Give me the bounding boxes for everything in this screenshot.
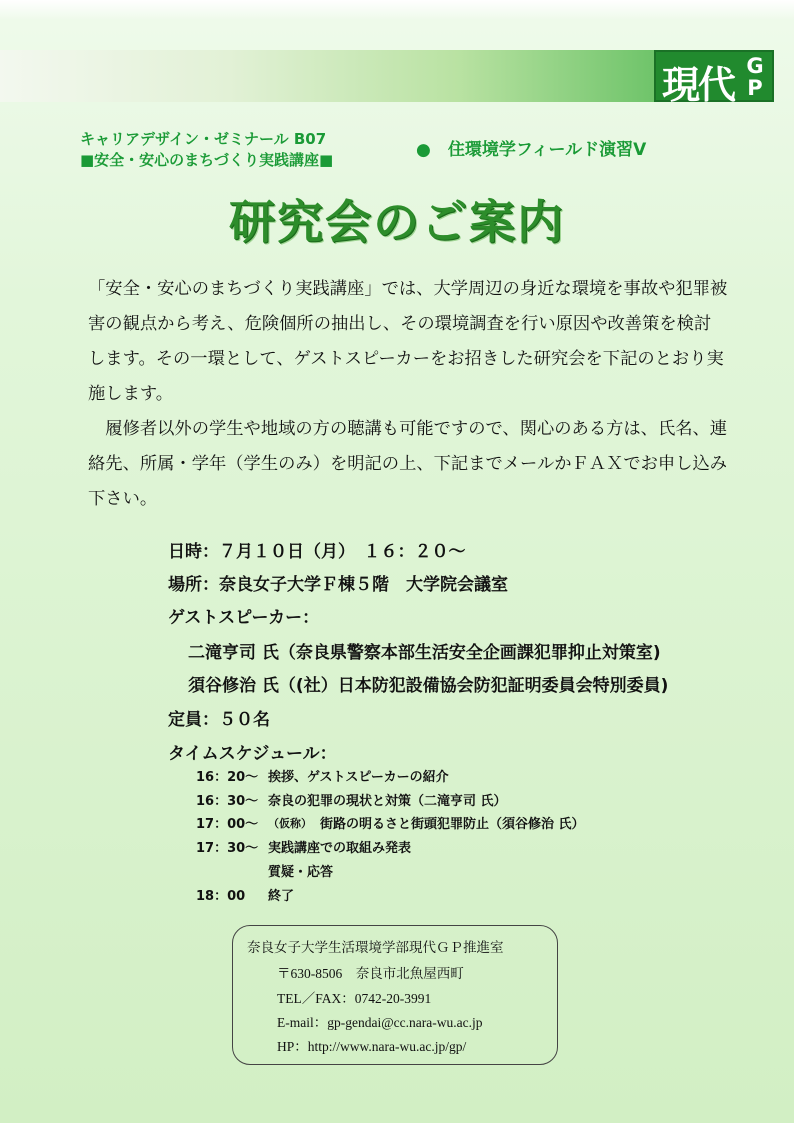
schedule-desc: 街路の明るさと街頭犯罪防止（須谷修治 氏） [320,817,585,832]
speaker-2: 須谷修治 氏（(社）日本防犯設備協会防犯証明委員会特別委員) [188,676,669,696]
logo-text: 現代 [662,62,735,107]
gendai-gp-logo [654,50,774,107]
contact-org: 奈良女子大学生活環境学部現代ＧＰ推進室 [247,940,504,955]
schedule-time: 17：30～ [196,841,259,856]
speaker-label: ゲストスピーカー： [168,608,320,628]
schedule-desc: 質疑・応答 [268,865,334,880]
schedule-tentative-note: （仮称） [268,817,312,830]
contact-email-link[interactable]: E-mail：gp-gendai@cc.nara-wu.ac.jp [277,1015,483,1030]
header-banner [0,50,654,102]
contact-address: 〒630-8506 奈良市北魚屋西町 [277,966,464,981]
seminar-subtitle: キャリアデザイン・ゼミナール B07 [80,130,327,148]
schedule-time: 18：00 [196,889,246,904]
schedule-time: 17：00～ [196,817,259,832]
contact-tel-fax: TEL／FAX：0742-20-3991 [277,991,432,1006]
schedule-label: タイムスケジュール： [168,744,337,764]
intro-text [88,272,728,517]
page-title: 研究会のご案内 [229,195,565,249]
intro-paragraph-2: 履修者以外の学生や地域の方の聴講も可能ですので、関心のある方は、氏名、連絡先、所属・学年（学生のみ）を明記の上、下記までメールかＦＡＸでお申し込み下さい。 [88,419,728,509]
contact-box [232,925,558,1065]
schedule-desc: 終了 [268,889,295,904]
logo-letter-g: G [746,54,764,78]
course-subtitle: ■安全・安心のまちづくり実践講座■ [80,151,334,169]
schedule-desc: 奈良の犯罪の現状と対策（二滝亨司 氏） [268,794,507,809]
event-datetime: 日時：７月１０日（月） １６：２０～ [168,542,466,562]
logo-gp-letters [742,55,768,99]
schedule-time: 16：30～ [196,794,259,809]
event-place: 場所：奈良女子大学Ｆ棟５階 大学院会議室 [168,575,508,595]
intro-paragraph-1: 「安全・安心のまちづくり実践講座」では、大学周辺の身近な環境を事故や犯罪被害の観点から考え、危険個所の抽出し、その環境調査を行い原因や改善策を検討します。その一環として、ゲストスピーカーをお招きした研究会を下記のとおり実施します。 [88,279,728,404]
schedule-desc: 実践講座での取組み発表 [268,841,412,856]
fieldwork-subtitle: ● 住環境学フィールド演習Ⅴ [416,140,647,160]
logo-letter-p: P [747,76,763,100]
event-capacity: 定員：５０名 [168,710,270,730]
contact-homepage-link[interactable]: HP：http://www.nara-wu.ac.jp/gp/ [277,1039,467,1054]
speaker-1: 二滝亨司 氏（奈良県警察本部生活安全企画課犯罪抑止対策室) [188,643,661,663]
schedule-time: 16：20～ [196,770,259,785]
schedule-desc: 挨拶、ゲストスピーカーの紹介 [268,770,449,785]
